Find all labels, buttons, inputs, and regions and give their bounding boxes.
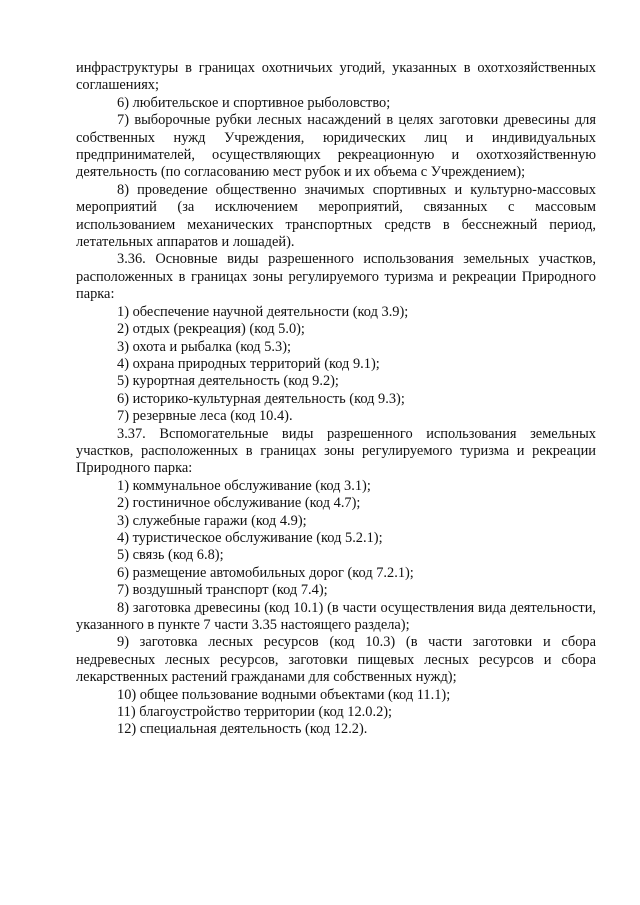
auxiliary-use-item-9: 9) заготовка лесных ресурсов (код 10.3) (в части заготовки и сбора недревесных лесных ресурсов, заготовки пищевых лесных ресурсов и сбора лекарственных растений гражданами для собственных нужд);: [76, 634, 596, 686]
main-use-item-3: 3) охота и рыбалка (код 5.3);: [117, 338, 291, 355]
auxiliary-use-item-8: 8) заготовка древесины (код 10.1) (в части осуществления вида деятельности, указанного в пункте 7 части 3.35 настоящего раздела);: [76, 599, 596, 633]
list-item-6-fishing: 6) любительское и спортивное рыболовство;: [117, 94, 391, 111]
auxiliary-use-item-12: 12) специальная деятельность (код 12.2).: [117, 721, 368, 738]
main-use-item-5: 5) курортная деятельность (код 9.2);: [117, 373, 339, 390]
auxiliary-use-item-2: 2) гостиничное обслуживание (код 4.7);: [117, 495, 361, 512]
main-use-item-6: 6) историко-культурная деятельность (код 9.3);: [117, 390, 405, 407]
document-body: [76, 60, 596, 739]
auxiliary-use-item-1: 1) коммунальное обслуживание (код 3.1);: [117, 477, 371, 494]
main-use-item-4: 4) охрана природных территорий (код 9.1);: [117, 355, 380, 372]
auxiliary-use-item-11: 11) благоустройство территории (код 12.0.2);: [117, 704, 393, 721]
auxiliary-use-item-3: 3) служебные гаражи (код 4.9);: [117, 512, 307, 529]
list-item-7-selective-logging: 7) выборочные рубки лесных насаждений в целях заготовки древесины для собственных нужд Учреждения, юридических лиц и индивидуальных предпринимателей, осуществляющих рекреационную и охотхозяйственную деятельность (по согласованию мест рубок и их объема с Учреждением);: [76, 112, 596, 181]
main-use-item-2: 2) отдых (рекреация) (код 5.0);: [117, 321, 305, 338]
auxiliary-use-item-7: 7) воздушный транспорт (код 7.4);: [117, 582, 328, 599]
list-item-8-public-events: 8) проведение общественно значимых спортивных и культурно-массовых мероприятий (за исключением мероприятий, связанных с массовым использованием механических транспортных средств в бесснежный период, летательных аппаратов и лошадей).: [76, 181, 596, 251]
auxiliary-use-item-6: 6) размещение автомобильных дорог (код 7.2.1);: [117, 564, 414, 581]
auxiliary-use-item-5: 5) связь (код 6.8);: [117, 547, 224, 564]
auxiliary-use-item-4: 4) туристическое обслуживание (код 5.2.1);: [117, 529, 383, 546]
paragraph-continuation: инфраструктуры в границах охотничьих угодий, указанных в охотхозяйственных соглашениях;: [76, 60, 596, 94]
section-3-37-heading: 3.37. Вспомогательные виды разрешенного использования земельных участков, расположенных в границах зоны регулируемого туризма и рекреации Природного парка:: [76, 425, 596, 477]
main-use-item-7: 7) резервные леса (код 10.4).: [117, 408, 293, 425]
auxiliary-use-item-10: 10) общее пользование водными объектами (код 11.1);: [117, 686, 451, 703]
section-3-36-heading: 3.36. Основные виды разрешенного использования земельных участков, расположенных в границах зоны регулируемого туризма и рекреации Природного парка:: [76, 251, 596, 303]
main-use-item-1: 1) обеспечение научной деятельности (код 3.9);: [117, 303, 409, 320]
